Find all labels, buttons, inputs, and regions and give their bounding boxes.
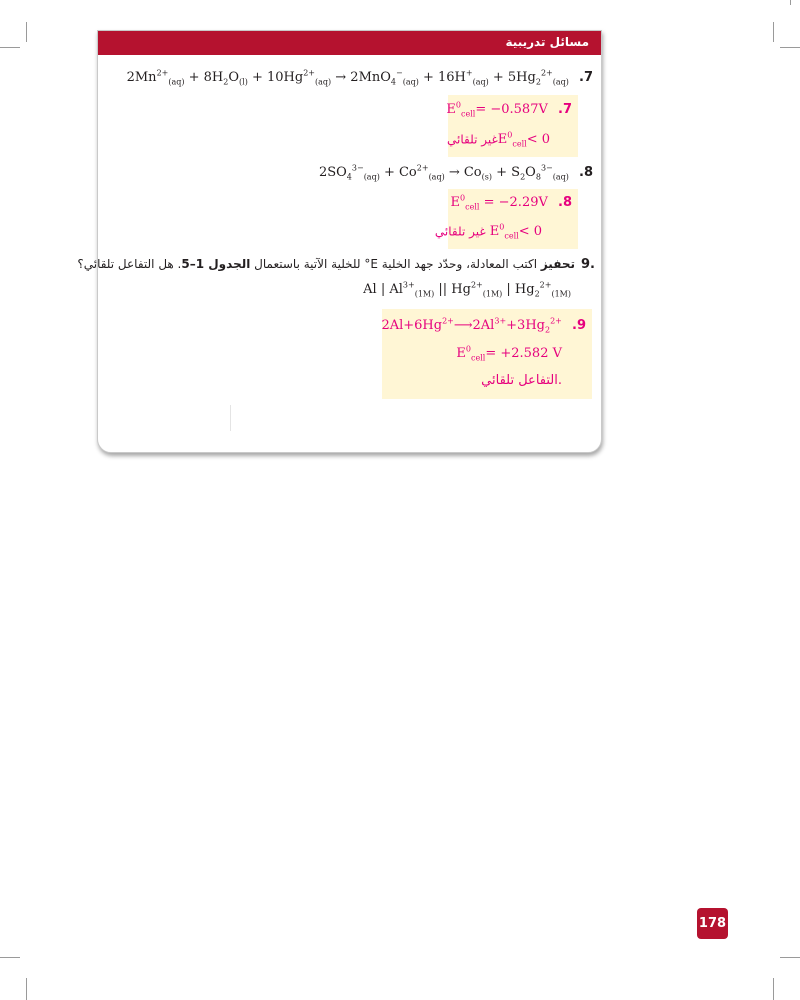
crop-mark [26,22,27,42]
answer-7-inequality: $E^0_{cell}< 0$ [497,131,550,149]
page-number: 178 [698,916,727,931]
answer-9-equation: $2Al+6Hg^{2+}⟶2Al^{3+}+3Hg_2^{2+}$ [381,317,562,335]
answer-9-ecell: $E^0_{cell}= +2.582$ V [456,345,562,363]
section-title: مسائل تدريبية [505,35,589,49]
crop-mark [26,978,27,1000]
practice-problems-panel [77,30,602,453]
problem-8 [319,164,593,182]
section-header [98,31,601,55]
answer-9-number: .9 [572,318,586,334]
crop-mark [773,22,774,42]
problem-9-label: تحفيز [540,257,575,271]
crop-mark [780,47,800,48]
answer-7-number: .7 [558,102,572,118]
answer-9-verdict-row [481,373,562,388]
crop-mark [773,978,774,1000]
answer-9-equation-row [381,317,586,335]
problem-9-cell-notation: Al | $Al^{3+}_{(1M)}$ || $Hg^{2+}_{(1M)}$ | $Hg_2^{2+}_{(1M)}$ [363,281,571,299]
problem-9-table-ref: الجدول 1–5 [181,257,251,271]
answer-7-verdict: غير تلقائي [447,132,498,147]
answer-8-ecell: $E^0_{cell} = -2.29V$ [450,194,548,212]
problem-7-equation: $2Mn^{2+}_{(aq)} + 8H_2O_{(l)} + 10Hg^{2+}_{(aq)} \to 2MnO_4^-_{(aq)} + 16H^+_{(aq)} + 5Hg_2^{2+}_{(aq)}$ [126,69,569,87]
crop-mark [0,47,20,48]
answer-9-box [382,309,592,399]
answer-8-ecell-row [451,194,572,212]
problem-7-number: .7 [579,70,593,86]
answer-8-box [434,189,578,249]
divider [230,405,231,431]
problem-9-cell [363,281,571,299]
answer-7-verdict-row [447,131,550,149]
problem-8-equation: $2SO_4^{3-}_{(aq)} + Co^{2+}_{(aq)} \to Co_{(s)} + S_2O_8^{3-}_{(aq)}$ [318,164,569,182]
answer-8-inequality: $E^0_{cell}< 0$ [489,223,542,241]
answer-8-verdict-row [435,223,542,241]
crop-mark [0,957,20,958]
problem-9-text-a: اكتب المعادلة، وحدّد جهد الخلية E° للخلية الآتية باستعمال [250,257,541,271]
page-number-badge [697,908,728,939]
answer-7-ecell-row [446,101,572,119]
answer-8-number: .8 [558,195,572,211]
problem-9-number: .9 [581,257,595,272]
answer-7-box [448,95,578,157]
answer-7-ecell: $E^0_{cell}= -0.587V$ [446,101,548,119]
answer-9-ecell-row [456,345,562,363]
problem-9-text-b: . هل التفاعل تلقائي؟ [77,257,182,271]
crop-mark [780,957,800,958]
crop-mark [790,0,791,5]
answer-9-verdict: التفاعل تلقائي. [481,373,562,388]
problem-7 [127,69,593,87]
problem-8-number: .8 [579,165,593,181]
problem-9-prompt [77,257,595,272]
answer-8-verdict: غير تلقائي [434,224,486,239]
